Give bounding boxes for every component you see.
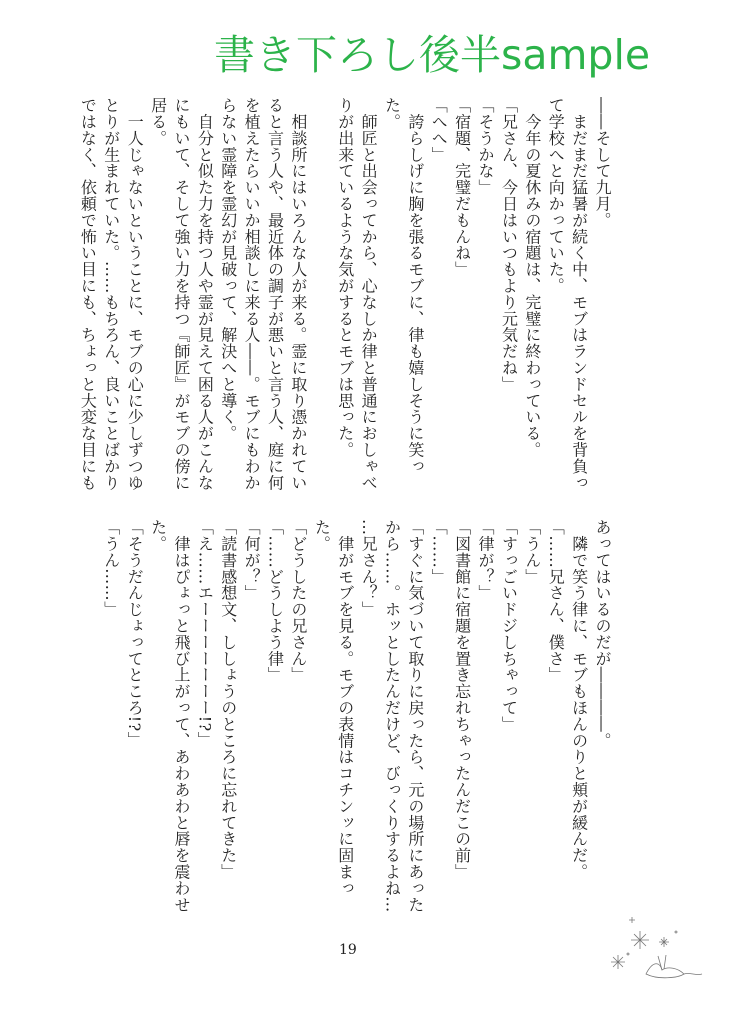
text-column: 今年の夏休みの宿題は、完璧に終わっている。 [522,97,542,458]
text-column: 「え……エーーーーーーー!?」 [195,519,215,749]
text-column: 「そうかな」 [476,97,496,196]
text-column: 師匠と出会ってから、心なしか律と普通におしゃべ [359,97,379,491]
text-column: 「へへ」 [429,97,449,163]
text-column: りが出来ているような気がするとモブは思った。 [335,97,355,458]
text-column: 「そうだんじょってところ!?」 [125,519,145,749]
page-title: 書き下ろし後半sample [214,31,651,79]
text-column: ると言う人や、最近体の調子が悪いと言う人、庭に何 [265,97,285,491]
text-column: 「……」 [429,519,449,585]
text-column: まだまだ猛暑が続く中、モブはランドセルを背負っ [569,97,589,491]
text-column: 「読書感想文、ししょうのところに忘れてきた」 [218,519,238,880]
text-column: 自分と似た力を持つ人や霊が見えて困る人がこんな [195,97,215,491]
text-column: 一人じゃないということに、モブの心に少しずつゆ [125,97,145,491]
text-column: を植えたらいいか相談しに来る人――。モブにもわか [242,97,262,491]
text-column: 「兄さん、今日はいつもより元気だね」 [499,97,519,393]
text-column: た。 [312,519,332,552]
text-column: た。 [148,519,168,552]
text-column: た。 [382,97,402,130]
text-column: 「律が？」 [476,519,496,601]
text-column: あってはいるのだが――――。 [593,519,612,749]
text-column: 隣で笑う律に、モブもほんのりと頬が緩んだ。 [569,519,589,880]
sparkle-doodle-icon [598,912,708,991]
text-column: 誇らしげに胸を張るモブに、律も嬉しそうに笑っ [405,97,425,475]
text-column: 「図書館に宿題を置き忘れちゃったんだこの前」 [452,519,472,880]
page-number: 19 [339,942,357,958]
text-column: ではなく、依頼で怖い目にも、ちょっと大変な目にも [78,97,98,491]
text-column: 相談所にはいろんな人が来る。霊に取り憑かれてい [288,97,308,491]
text-column: 律がモブを見る。モブの表情はコチンッに固まっ [335,519,355,897]
text-column: 「どうしたの兄さん」 [288,519,308,683]
text-column: 「うん」 [522,519,542,585]
text-block-top [76,97,614,507]
text-column: 「うん……」 [101,519,121,618]
text-column: 「何が？」 [242,519,262,601]
text-column: 居る。 [148,97,168,147]
text-column: 律はぴょっと飛び上がって、あわあわと唇を震わせ [171,519,191,913]
text-column: ――そして九月。 [593,97,612,229]
text-column: て学校へと向かっていた。 [546,97,566,294]
text-column: …兄さん？」 [359,519,379,618]
text-block-bottom [99,519,614,929]
text-column: とりが生まれていた。……もちろん、良いことばかり [101,97,121,491]
text-column: 「宿題、完璧だもんね」 [452,97,472,278]
text-column: から……。ホッとしたんだけど、びっくりするよね… [382,519,402,913]
text-column [310,97,333,507]
text-column: 「……兄さん、僕さ」 [546,519,566,683]
text-column: にもいて、そして強い力を持つ『師匠』がモブの傍に [171,97,191,491]
text-column: らない霊障を霊幻が見破って、解決へと導く。 [218,97,238,442]
text-column: 「すっごいドジしちゃって」 [499,519,519,733]
text-column: 「……どうしよう律」 [265,519,285,683]
text-column: 「すぐに気づいて取りに戻ったら、元の場所にあった [405,519,425,913]
